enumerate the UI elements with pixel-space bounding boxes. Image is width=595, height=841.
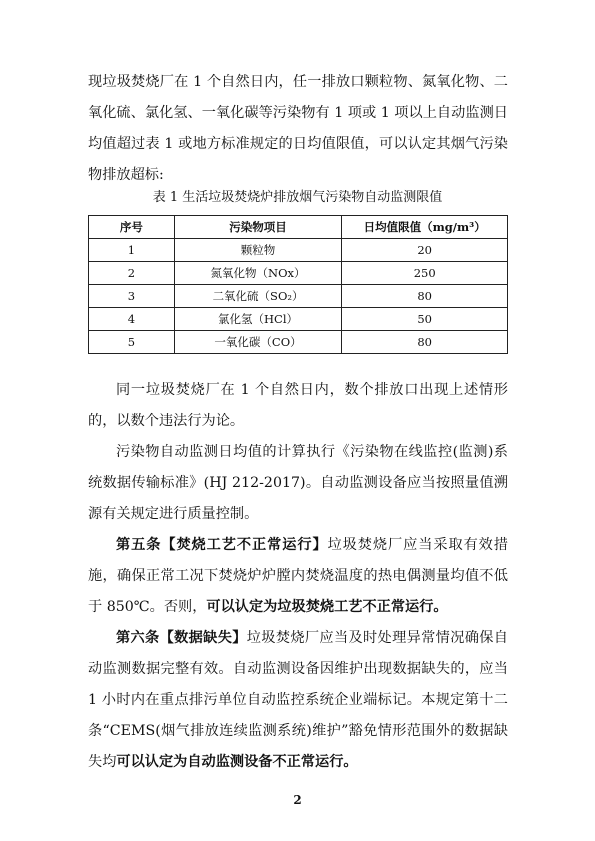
header-seq: 序号 <box>89 216 175 239</box>
cell-seq: 3 <box>89 285 175 308</box>
table-row <box>89 285 508 308</box>
article-5-heading: 第五条【焚烧工艺不正常运行】 <box>116 537 328 553</box>
cell-item: 颗粒物 <box>174 239 342 262</box>
cell-limit: 80 <box>342 331 508 354</box>
cell-seq: 2 <box>89 262 175 285</box>
table-caption: 表 1 生活垃圾焚烧炉排放烟气污染物自动监测限值 <box>152 190 443 205</box>
table-header-row <box>89 216 508 239</box>
article-5-conclusion: 可以认定为垃圾焚烧工艺不正常运行。 <box>206 599 448 615</box>
cell-limit: 80 <box>342 285 508 308</box>
table-row <box>89 239 508 262</box>
cell-seq: 4 <box>89 308 175 331</box>
paragraph-daily-average-calc: 污染物自动监测日均值的计算执行《污染物在线监控(监测)系统数据传输标准》(HJ 212-2017)。自动监测设备应当按照量值溯源有关规定进行质量控制。 <box>88 444 508 522</box>
table-row <box>89 262 508 285</box>
cell-seq: 1 <box>89 239 175 262</box>
cell-item: 氯化氢（HCl） <box>174 308 342 331</box>
page-number: 2 <box>293 793 302 807</box>
cell-limit: 50 <box>342 308 508 331</box>
header-limit: 日均值限值（mg/m³） <box>342 216 508 239</box>
cell-limit: 20 <box>342 239 508 262</box>
header-item: 污染物项目 <box>174 216 342 239</box>
table-row <box>89 331 508 354</box>
article-6-body: 垃圾焚烧厂应当及时处理异常情况确保自动监测数据完整有效。自动监测设备因维护出现数据缺失的，应当 1 小时内在重点排污单位自动监控系统企业端标记。本规定第十二条“CEMS(烟气排放连续监测系统)维护”豁免情形范围外的数据缺失均 <box>88 630 508 770</box>
cell-seq: 5 <box>89 331 175 354</box>
article-6-paragraph <box>88 623 508 778</box>
paragraph-multiple-outlets: 同一垃圾焚烧厂在 1 个自然日内，数个排放口出现上述情形的，以数个违法行为论。 <box>88 382 508 429</box>
table-row <box>89 308 508 331</box>
article-5-paragraph <box>88 530 508 623</box>
article-6-conclusion: 可以认定为自动监测设备不正常运行。 <box>116 754 358 770</box>
cell-item: 二氧化硫（SO₂） <box>174 285 342 308</box>
emission-limits-table <box>88 215 508 354</box>
cell-item: 一氧化碳（CO） <box>174 331 342 354</box>
paragraph-exceedance-rule: 现垃圾焚烧厂在 1 个自然日内，任一排放口颗粒物、氮氧化物、二氧化硫、氯化氢、一氧化碳等污染物有 1 项或 1 项以上自动监测日均值超过表 1 或地方标准规定的日均值限值，可以认定其烟气污染物排放超标: <box>88 74 508 183</box>
article-5-body: 垃圾焚烧厂应当采取有效措施，确保正常工况下焚烧炉炉膛内焚烧温度的热电偶测量均值不低于 850℃。否则， <box>88 537 508 615</box>
article-6-heading: 第六条【数据缺失】 <box>116 630 247 646</box>
cell-limit: 250 <box>342 262 508 285</box>
cell-item: 氮氧化物（NOx） <box>174 262 342 285</box>
